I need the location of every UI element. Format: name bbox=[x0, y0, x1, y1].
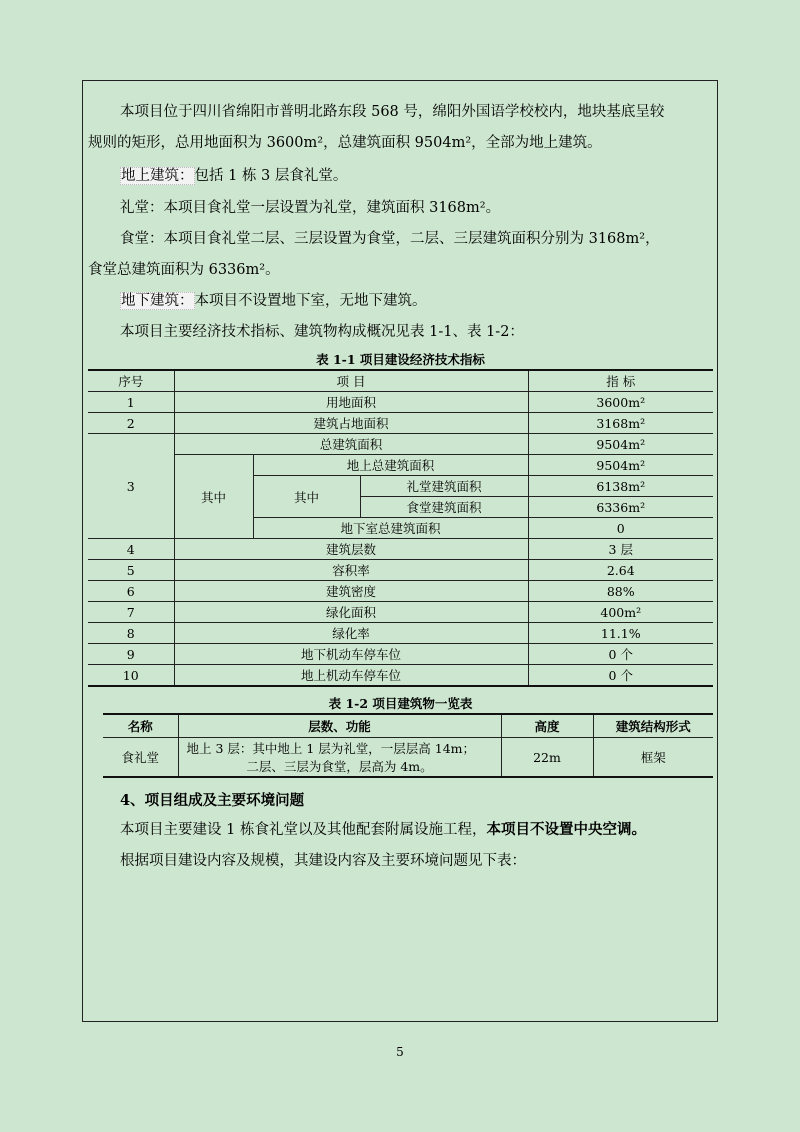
table-row: 7 绿化面积 400m² bbox=[88, 602, 713, 623]
of-which-inner: 其中 bbox=[253, 476, 360, 518]
table-row: 其中 礼堂建筑面积 6138m² bbox=[88, 476, 713, 497]
table-economic-indicators bbox=[88, 369, 713, 687]
paragraph-hall: 礼堂：本项目食礼堂一层设置为礼堂，建筑面积 3168m²。 bbox=[120, 200, 501, 216]
table-row: 10 地上机动车停车位 0 个 bbox=[88, 665, 713, 687]
table-row: 其中 地上总建筑面积 9504m² bbox=[88, 455, 713, 476]
table-row: 地下室总建筑面积 0 bbox=[88, 518, 713, 539]
paragraph-canteen-line1: 食堂：本项目食礼堂二层、三层设置为食堂，二层、三层建筑面积分别为 3168m²， bbox=[120, 231, 660, 247]
table-row: 4 建筑层数 3 层 bbox=[88, 539, 713, 560]
section4-text1: 本项目主要建设 1 栋食礼堂以及其他配套附属设施工程，本项目不设置中央空调。 bbox=[120, 821, 646, 838]
paragraph-tables-intro: 本项目主要经济技术指标、建筑物构成概况见表 1-1、表 1-2： bbox=[120, 324, 524, 340]
underground-label: 地下建筑： bbox=[121, 293, 194, 309]
table-row: 3 总建筑面积 9504m² bbox=[88, 434, 713, 455]
above-ground-label: 地上建筑： bbox=[121, 168, 194, 184]
table-row: 序号 项 目 指 标 bbox=[88, 370, 713, 392]
above-ground-text: 包括 1 栋 3 层食礼堂。 bbox=[194, 168, 348, 184]
table-row: 9 地下机动车停车位 0 个 bbox=[88, 644, 713, 665]
table-header-row: 名称 层数、功能 高度 建筑结构形式 bbox=[103, 714, 713, 738]
function-cell: 地上 3 层：其中地上 1 层为礼堂，一层层高 14m； 二层、三层为食堂，层高为 4m。 bbox=[178, 738, 501, 778]
table-row: 5 容积率 2.64 bbox=[88, 560, 713, 581]
table-row: 8 绿化率 11.1% bbox=[88, 623, 713, 644]
table1-caption: 表 1-1 项目建设经济技术指标 bbox=[316, 352, 485, 367]
table-row: 食堂建筑面积 6336m² bbox=[88, 497, 713, 518]
paragraph-location-line1: 本项目位于四川省绵阳市普明北路东段 568 号，绵阳外国语学校校内，地块基底呈较 bbox=[120, 104, 665, 120]
page-number: 5 bbox=[396, 1045, 404, 1059]
paragraph-above-ground bbox=[120, 166, 347, 186]
paragraph-underground bbox=[120, 291, 427, 311]
table2-caption: 表 1-2 项目建筑物一览表 bbox=[328, 696, 473, 711]
table-row: 2 建筑占地面积 3168m² bbox=[88, 413, 713, 434]
table-row: 6 建筑密度 88% bbox=[88, 581, 713, 602]
paragraph-location-line2: 规则的矩形，总用地面积为 3600m²，总建筑面积 9504m²，全部为地上建筑。 bbox=[88, 135, 602, 151]
section4-heading: 4、项目组成及主要环境问题 bbox=[120, 792, 305, 809]
table-row: 1 用地面积 3600m² bbox=[88, 392, 713, 413]
underground-text: 本项目不设置地下室，无地下建筑。 bbox=[194, 293, 427, 309]
of-which-outer: 其中 bbox=[174, 455, 253, 539]
paragraph-canteen-line2: 食堂总建筑面积为 6336m²。 bbox=[88, 262, 280, 278]
table-buildings bbox=[103, 713, 713, 778]
section4-text2: 根据项目建设内容及规模，其建设内容及主要环境问题见下表： bbox=[120, 853, 526, 869]
table-row: 食礼堂 地上 3 层：其中地上 1 层为礼堂，一层层高 14m； 二层、三层为食堂，层高为 4m。 22m 框架 bbox=[103, 738, 713, 778]
